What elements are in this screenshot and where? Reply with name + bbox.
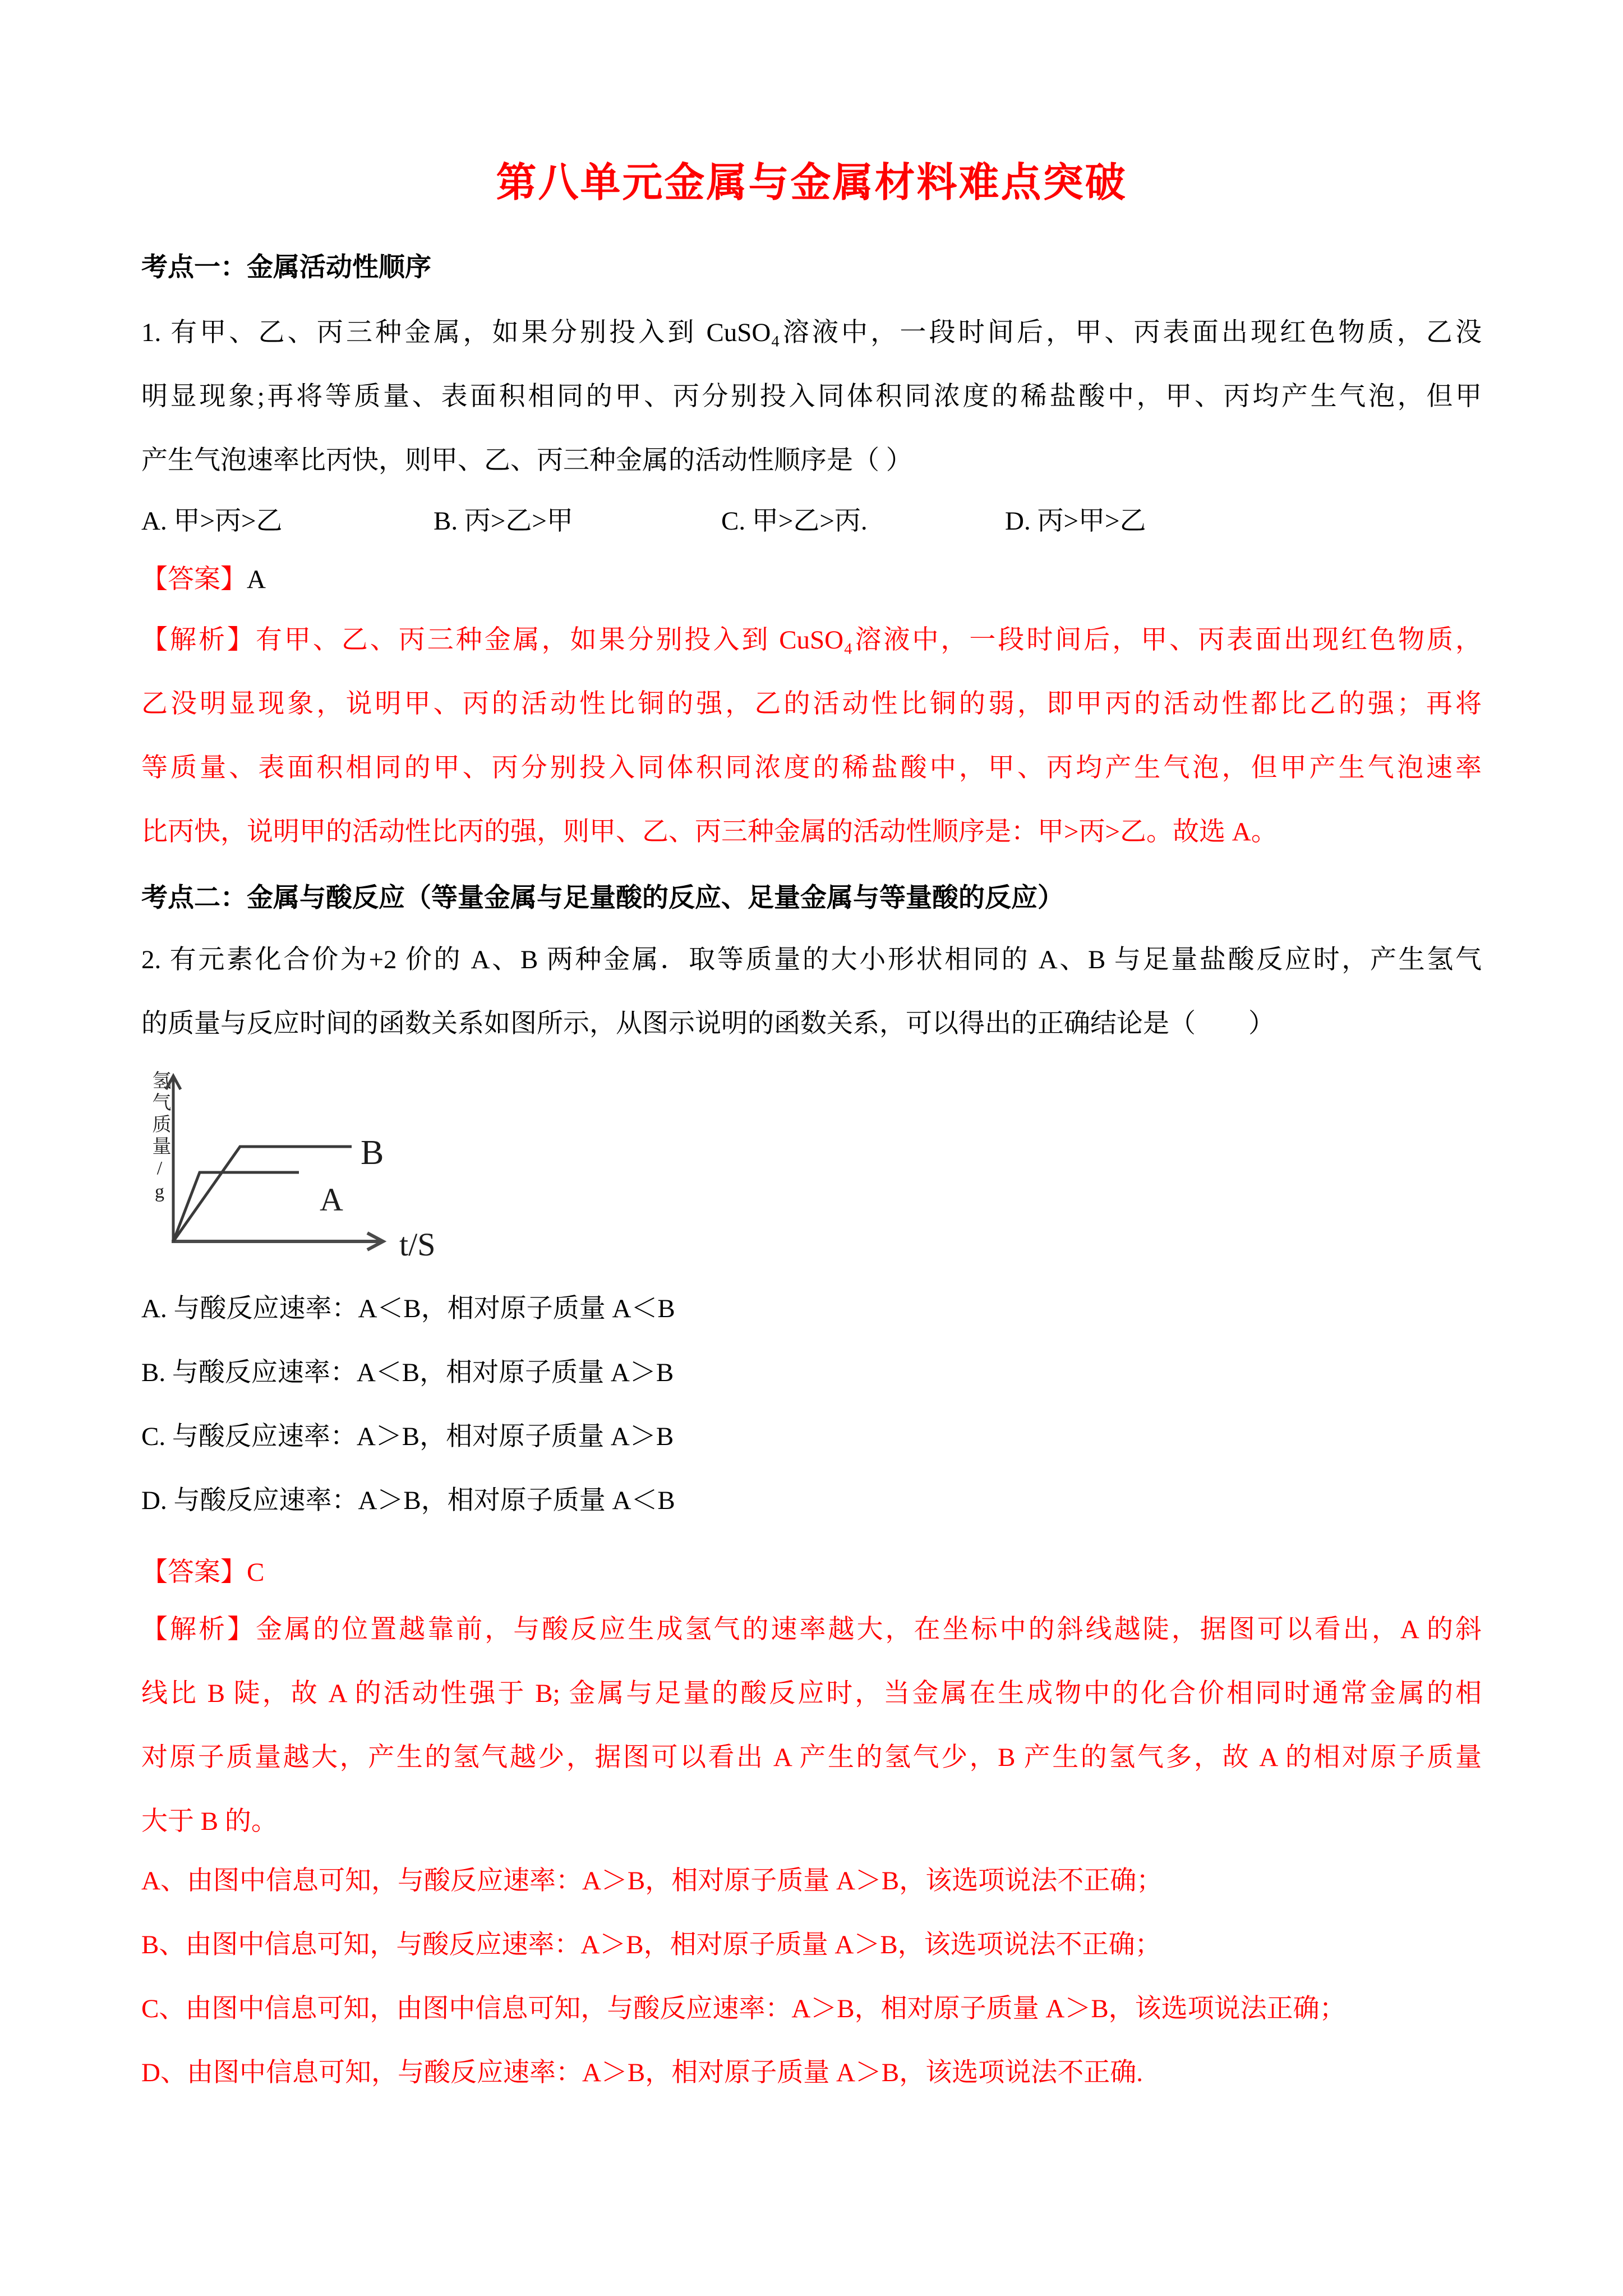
question1-line3: 产生气泡速率比丙快，则甲、乙、丙三种金属的活动性顺序是（ ） bbox=[141, 446, 912, 475]
question1-option-a: A. 甲>丙>乙 bbox=[141, 507, 283, 536]
analysis-line: 比丙快，说明甲的活动性比丙的强，则甲、乙、丙三种金属的活动性顺序是：甲>丙>乙。故选 A。 bbox=[141, 817, 1278, 846]
chart-canvas bbox=[112, 1060, 505, 1290]
question2-option-analysis bbox=[141, 1849, 1482, 2105]
analysis-line: 对原子质量越大，产生的氢气越少，据图可以看出 A 产生的氢气少，B 产生的氢气多，故 A 的相对原子质量 bbox=[141, 1743, 1482, 1772]
question1-text bbox=[141, 301, 1482, 493]
chart-y-axis-label: 氢气质量/g bbox=[149, 1070, 170, 1205]
question2-line1: 2. 有元素化合价为+2 价的 A、B 两种金属．取等质量的大小形状相同的 A、B 与足量盐酸反应时，产生氢气 bbox=[141, 945, 1482, 974]
question2-option-c: C. 与酸反应速率：A＞B，相对原子质量 A＞B bbox=[141, 1422, 674, 1451]
question2-answer-label: 【答案】 bbox=[141, 1558, 247, 1587]
analysis-line: 【解析】有甲、乙、丙三种金属，如果分别投入到 CuSO₄溶液中，一段时间后，甲、丙表面出现红色物质， bbox=[141, 625, 1482, 655]
question1-line2: 明显现象;再将等质量、表面积相同的甲、丙分别投入同体积同浓度的稀盐酸中，甲、丙均产生气泡，但甲 bbox=[141, 382, 1482, 411]
option-analysis-line-d: D、由图中信息可知，与酸反应速率：A＞B，相对原子质量 A＞B，该选项说法不正确. bbox=[141, 2058, 1144, 2087]
question1-option-d: D. 丙>甲>乙 bbox=[1005, 507, 1146, 536]
x-axis-label: t/S bbox=[399, 1226, 436, 1263]
page-title: 第八单元金属与金属材料难点突破 bbox=[496, 160, 1127, 205]
question2-text bbox=[141, 928, 1482, 1056]
question1-option-c: C. 甲>乙>丙. bbox=[721, 507, 868, 536]
question1-answer-label: 【答案】 bbox=[141, 565, 247, 594]
section1-heading: 考点一：金属活动性顺序 bbox=[141, 252, 431, 282]
option-analysis-line-a: A、由图中信息可知，与酸反应速率：A＞B，相对原子质量 A＞B，该选项说法不正确； bbox=[141, 1866, 1163, 1895]
question1-answer-value: A bbox=[247, 565, 266, 594]
question2-answer bbox=[141, 1540, 1482, 1604]
question1-answer bbox=[141, 547, 1482, 611]
curve-A bbox=[173, 1172, 299, 1241]
question2-option-d: D. 与酸反应速率：A＞B，相对原子质量 A＜B bbox=[141, 1486, 675, 1515]
curve-A-label: A bbox=[320, 1181, 343, 1218]
question1-line1: 1. 有甲、乙、丙三种金属，如果分别投入到 CuSO₄溶液中，一段时间后，甲、丙表面出现红色物质，乙没 bbox=[141, 318, 1482, 347]
question1-analysis bbox=[141, 608, 1482, 864]
hydrogen-mass-vs-time-chart bbox=[112, 1060, 505, 1290]
question2-option-a: A. 与酸反应速率：A＜B，相对原子质量 A＜B bbox=[141, 1294, 675, 1323]
analysis-line: 等质量、表面积相同的甲、丙分别投入同体积同浓度的稀盐酸中，甲、丙均产生气泡，但甲产生气泡速率 bbox=[141, 753, 1482, 783]
question1-options bbox=[141, 489, 1482, 553]
analysis-line: 【解析】金属的位置越靠前，与酸反应生成氢气的速率越大，在坐标中的斜线越陡，据图可以看出，A 的斜 bbox=[141, 1615, 1482, 1644]
analysis-line: 大于 B 的。 bbox=[141, 1807, 278, 1836]
curve-B-label: B bbox=[361, 1134, 384, 1172]
option-analysis-line-b: B、由图中信息可知，与酸反应速率：A＞B，相对原子质量 A＞B，该选项说法不正确； bbox=[141, 1930, 1161, 1959]
question2-option-b: B. 与酸反应速率：A＜B，相对原子质量 A＞B bbox=[141, 1358, 674, 1387]
analysis-line: 乙没明显现象，说明甲、丙的活动性比铜的强，乙的活动性比铜的弱，即甲丙的活动性都比乙的强；再将 bbox=[141, 689, 1482, 719]
question2-answer-value: C bbox=[247, 1558, 265, 1587]
question2-analysis bbox=[141, 1598, 1482, 1853]
question2-options bbox=[141, 1277, 1482, 1533]
question2-line2: 的质量与反应时间的函数关系如图所示，从图示说明的函数关系，可以得出的正确结论是（ ） bbox=[141, 1009, 1275, 1038]
section2-heading: 考点二：金属与酸反应（等量金属与足量酸的反应、足量金属与等量酸的反应） bbox=[141, 882, 1064, 912]
option-analysis-line-c: C、由图中信息可知，由图中信息可知，与酸反应速率：A＞B，相对原子质量 A＞B，该选项说法正确； bbox=[141, 1994, 1346, 2023]
analysis-line: 线比 B 陡，故 A 的活动性强于 B; 金属与足量的酸反应时，当金属在生成物中的化合价相同时通常金属的相 bbox=[141, 1679, 1482, 1708]
question1-option-b: B. 丙>乙>甲 bbox=[434, 507, 573, 536]
